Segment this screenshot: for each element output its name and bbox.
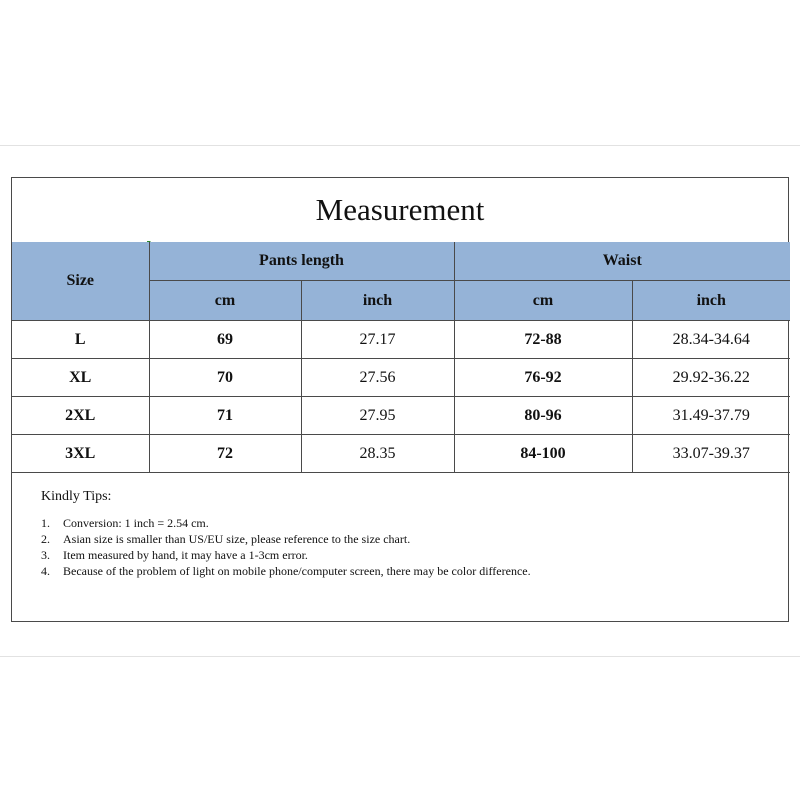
- size-cell: 2XL: [12, 397, 149, 435]
- tip-item: [41, 515, 581, 531]
- tip-number: 2.: [41, 532, 50, 546]
- pants-inch-cell: 27.56: [301, 359, 454, 397]
- header-size: Size: [12, 242, 149, 321]
- waist-inch-cell: 31.49-37.79: [632, 397, 790, 435]
- header-unit-cm: cm: [454, 281, 632, 321]
- tip-number: 3.: [41, 548, 50, 562]
- pants-cm-cell: 69: [149, 321, 301, 359]
- page-edge-line-top: [0, 145, 800, 146]
- header-row-groups: [12, 242, 790, 281]
- header-unit-inch: inch: [632, 281, 790, 321]
- tip-item: [41, 563, 581, 579]
- waist-inch-cell: 29.92-36.22: [632, 359, 790, 397]
- tip-number: 1.: [41, 516, 50, 530]
- tip-text: Asian size is smaller than US/EU size, please reference to the size chart.: [63, 532, 411, 546]
- table-row: [12, 397, 790, 435]
- table-row: [12, 359, 790, 397]
- tips-title: Kindly Tips:: [41, 489, 112, 504]
- size-chart: [11, 177, 789, 622]
- table-row: [12, 321, 790, 359]
- tip-text: Because of the problem of light on mobile phone/computer screen, there may be color difference.: [63, 564, 531, 578]
- waist-cm-cell: 76-92: [454, 359, 632, 397]
- size-table: [12, 242, 790, 473]
- tip-item: [41, 531, 581, 547]
- size-cell: L: [12, 321, 149, 359]
- tips-list: [41, 515, 581, 579]
- pants-inch-cell: 27.17: [301, 321, 454, 359]
- tip-item: [41, 547, 581, 563]
- waist-inch-cell: 33.07-39.37: [632, 435, 790, 473]
- header-pants-length: Pants length: [149, 242, 454, 281]
- size-cell: XL: [12, 359, 149, 397]
- table-row: [12, 435, 790, 473]
- size-cell: 3XL: [12, 435, 149, 473]
- waist-cm-cell: 80-96: [454, 397, 632, 435]
- header-waist: Waist: [454, 242, 790, 281]
- waist-inch-cell: 28.34-34.64: [632, 321, 790, 359]
- tips-section: [12, 472, 788, 622]
- tip-text: Item measured by hand, it may have a 1-3cm error.: [63, 548, 308, 562]
- waist-cm-cell: 84-100: [454, 435, 632, 473]
- pants-cm-cell: 72: [149, 435, 301, 473]
- header-unit-inch: inch: [301, 281, 454, 321]
- chart-title: Measurement: [12, 178, 788, 243]
- header-unit-cm: cm: [149, 281, 301, 321]
- waist-cm-cell: 72-88: [454, 321, 632, 359]
- pants-cm-cell: 70: [149, 359, 301, 397]
- pants-inch-cell: 28.35: [301, 435, 454, 473]
- pants-cm-cell: 71: [149, 397, 301, 435]
- tip-number: 4.: [41, 564, 50, 578]
- pants-inch-cell: 27.95: [301, 397, 454, 435]
- page-edge-line-bottom: [0, 656, 800, 657]
- tip-text: Conversion: 1 inch = 2.54 cm.: [63, 516, 209, 530]
